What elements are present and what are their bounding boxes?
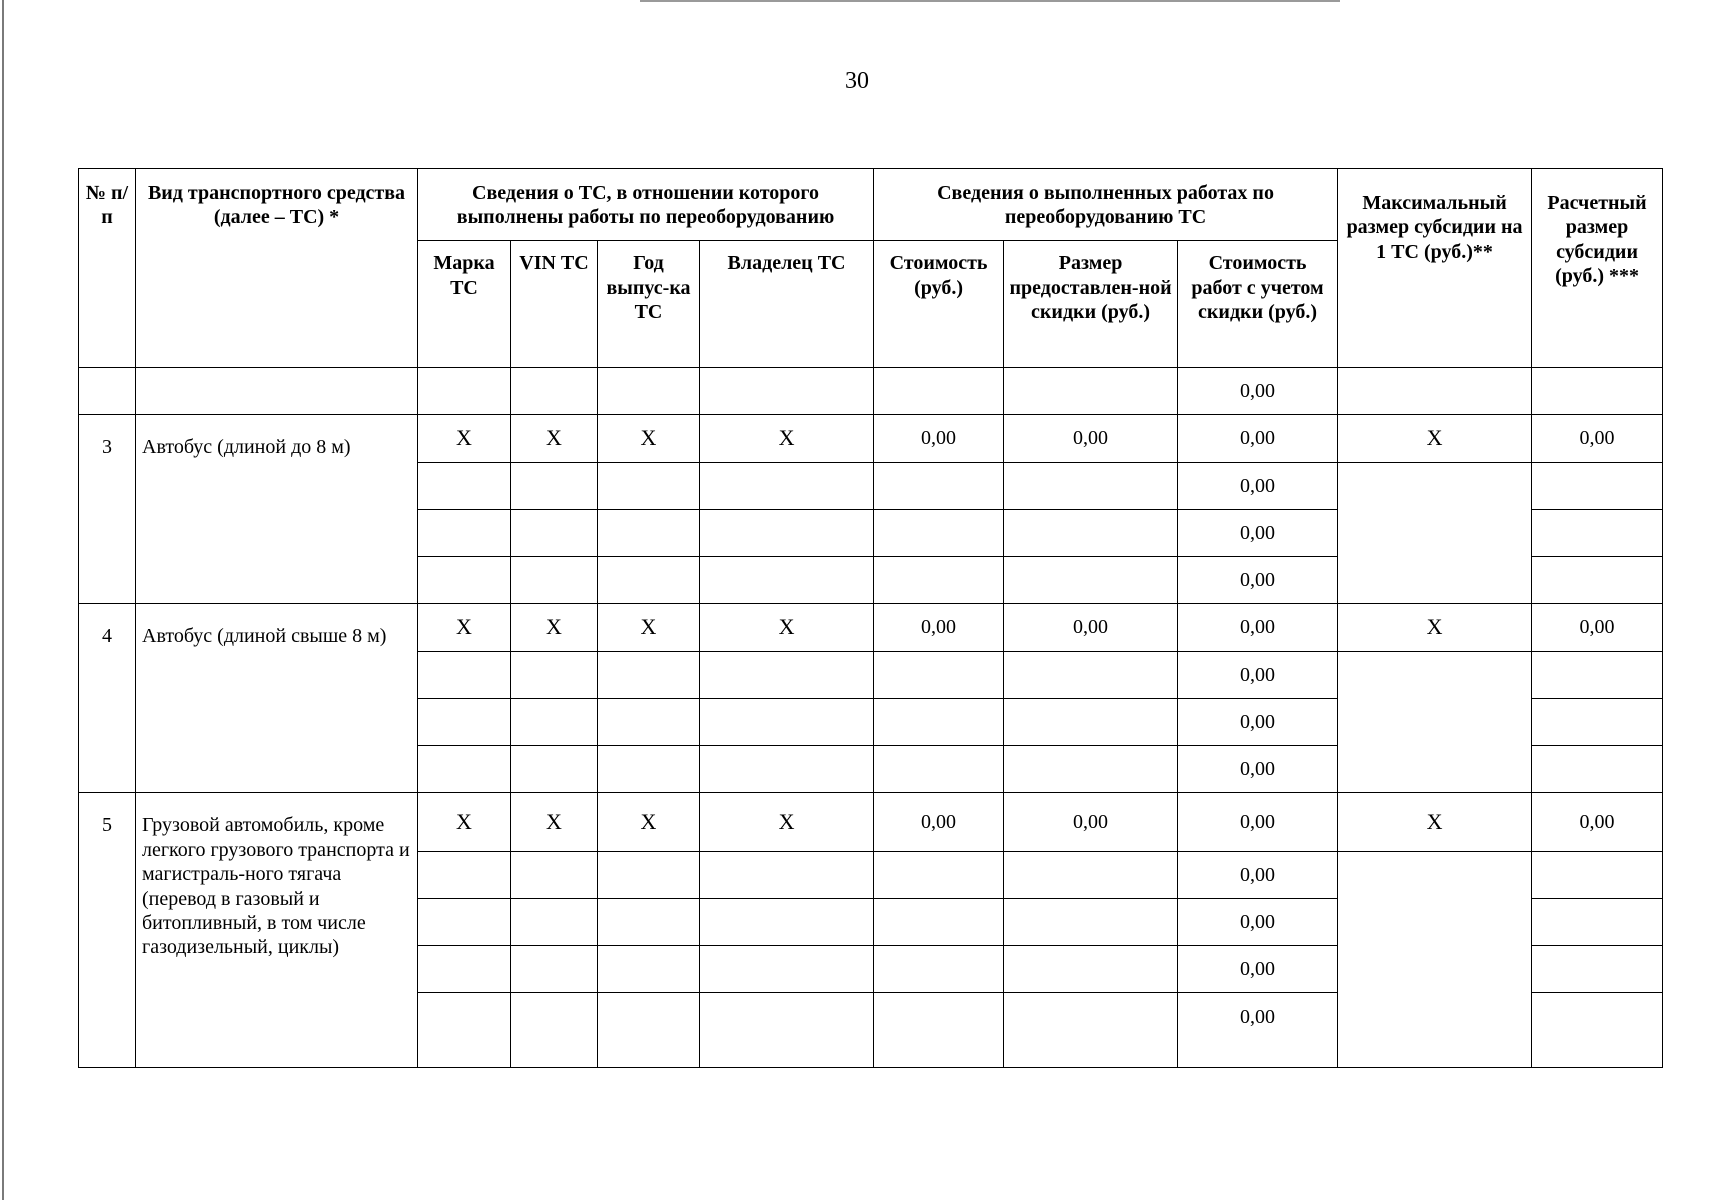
vin-cell: X (511, 604, 598, 651)
cost-with-discount-cell: 0,00 (1178, 698, 1338, 745)
cost-with-discount-cell: 0,00 (1178, 604, 1338, 651)
cost-with-discount-cell: 0,00 (1178, 368, 1338, 415)
cost-with-discount-cell: 0,00 (1178, 509, 1338, 556)
header-works-info: Сведения о выполненных работах по переоборудованию ТС (874, 169, 1338, 241)
vehicle-type-cell: Автобус (длиной до 8 м) (136, 415, 418, 604)
cost-with-discount-cell: 0,00 (1178, 415, 1338, 462)
year-cell: X (598, 415, 700, 462)
header-calc-subsidy: Расчетный размер субсидии (руб.) *** (1532, 169, 1663, 368)
vehicle-type-cell: Автобус (длиной свыше 8 м) (136, 604, 418, 793)
owner-cell: X (700, 604, 874, 651)
cost-with-discount-cell: 0,00 (1178, 993, 1338, 1068)
scan-edge-left (2, 0, 4, 1200)
calc-subsidy-cell: 0,00 (1532, 604, 1663, 651)
brand-cell: X (418, 793, 511, 851)
header-cost: Стоимость (руб.) (874, 241, 1004, 368)
cost-cell: 0,00 (874, 793, 1004, 851)
year-cell: X (598, 604, 700, 651)
vehicle-type-cell: Грузовой автомобиль, кроме легкого грузового транспорта и магистраль-ного тягача (перевод в газовый и битопливный, в том числе газодизельный, циклы) (136, 793, 418, 1068)
vin-cell: X (511, 793, 598, 851)
cost-with-discount-cell: 0,00 (1178, 898, 1338, 945)
discount-cell: 0,00 (1004, 793, 1178, 851)
vin-cell: X (511, 415, 598, 462)
scan-edge-top (640, 0, 1340, 2)
header-cost-with-discount: Стоимость работ с учетом скидки (руб.) (1178, 241, 1338, 368)
header-year: Год выпус-ка ТС (598, 241, 700, 368)
table-row (79, 368, 1663, 415)
row-number: 4 (79, 604, 136, 793)
max-subsidy-cell: X (1338, 604, 1532, 651)
cost-with-discount-cell: 0,00 (1178, 793, 1338, 851)
cost-with-discount-cell: 0,00 (1178, 557, 1338, 604)
discount-cell: 0,00 (1004, 415, 1178, 462)
header-brand: Марка ТС (418, 241, 511, 368)
row-number: 3 (79, 415, 136, 604)
subsidy-table (78, 168, 1663, 1068)
header-vehicle-info: Сведения о ТС, в отношении которого выполнены работы по переоборудованию (418, 169, 874, 241)
cost-with-discount-cell: 0,00 (1178, 946, 1338, 993)
header-owner: Владелец ТС (700, 241, 874, 368)
calc-subsidy-cell: 0,00 (1532, 793, 1663, 851)
row-number: 5 (79, 793, 136, 1068)
year-cell: X (598, 793, 700, 851)
cost-cell: 0,00 (874, 604, 1004, 651)
cost-with-discount-cell: 0,00 (1178, 746, 1338, 793)
cost-with-discount-cell: 0,00 (1178, 851, 1338, 898)
brand-cell: X (418, 604, 511, 651)
table-row (79, 793, 1663, 851)
owner-cell: X (700, 793, 874, 851)
header-max-subsidy: Максимальный размер субсидии на 1 ТС (руб.)** (1338, 169, 1532, 368)
cost-with-discount-cell: 0,00 (1178, 462, 1338, 509)
cost-with-discount-cell: 0,00 (1178, 651, 1338, 698)
page-number: 30 (845, 68, 869, 94)
max-subsidy-cell: X (1338, 415, 1532, 462)
max-subsidy-cell: X (1338, 793, 1532, 851)
calc-subsidy-cell: 0,00 (1532, 415, 1663, 462)
owner-cell: X (700, 415, 874, 462)
table-row (79, 604, 1663, 651)
header-discount: Размер предоставлен-ной скидки (руб.) (1004, 241, 1178, 368)
header-num: № п/п (79, 169, 136, 368)
table-row (79, 415, 1663, 462)
discount-cell: 0,00 (1004, 604, 1178, 651)
header-row-1 (79, 169, 1663, 241)
header-vehicle-type: Вид транспортного средства (далее – ТС) * (136, 169, 418, 368)
brand-cell: X (418, 415, 511, 462)
header-vin: VIN ТС (511, 241, 598, 368)
cost-cell: 0,00 (874, 415, 1004, 462)
